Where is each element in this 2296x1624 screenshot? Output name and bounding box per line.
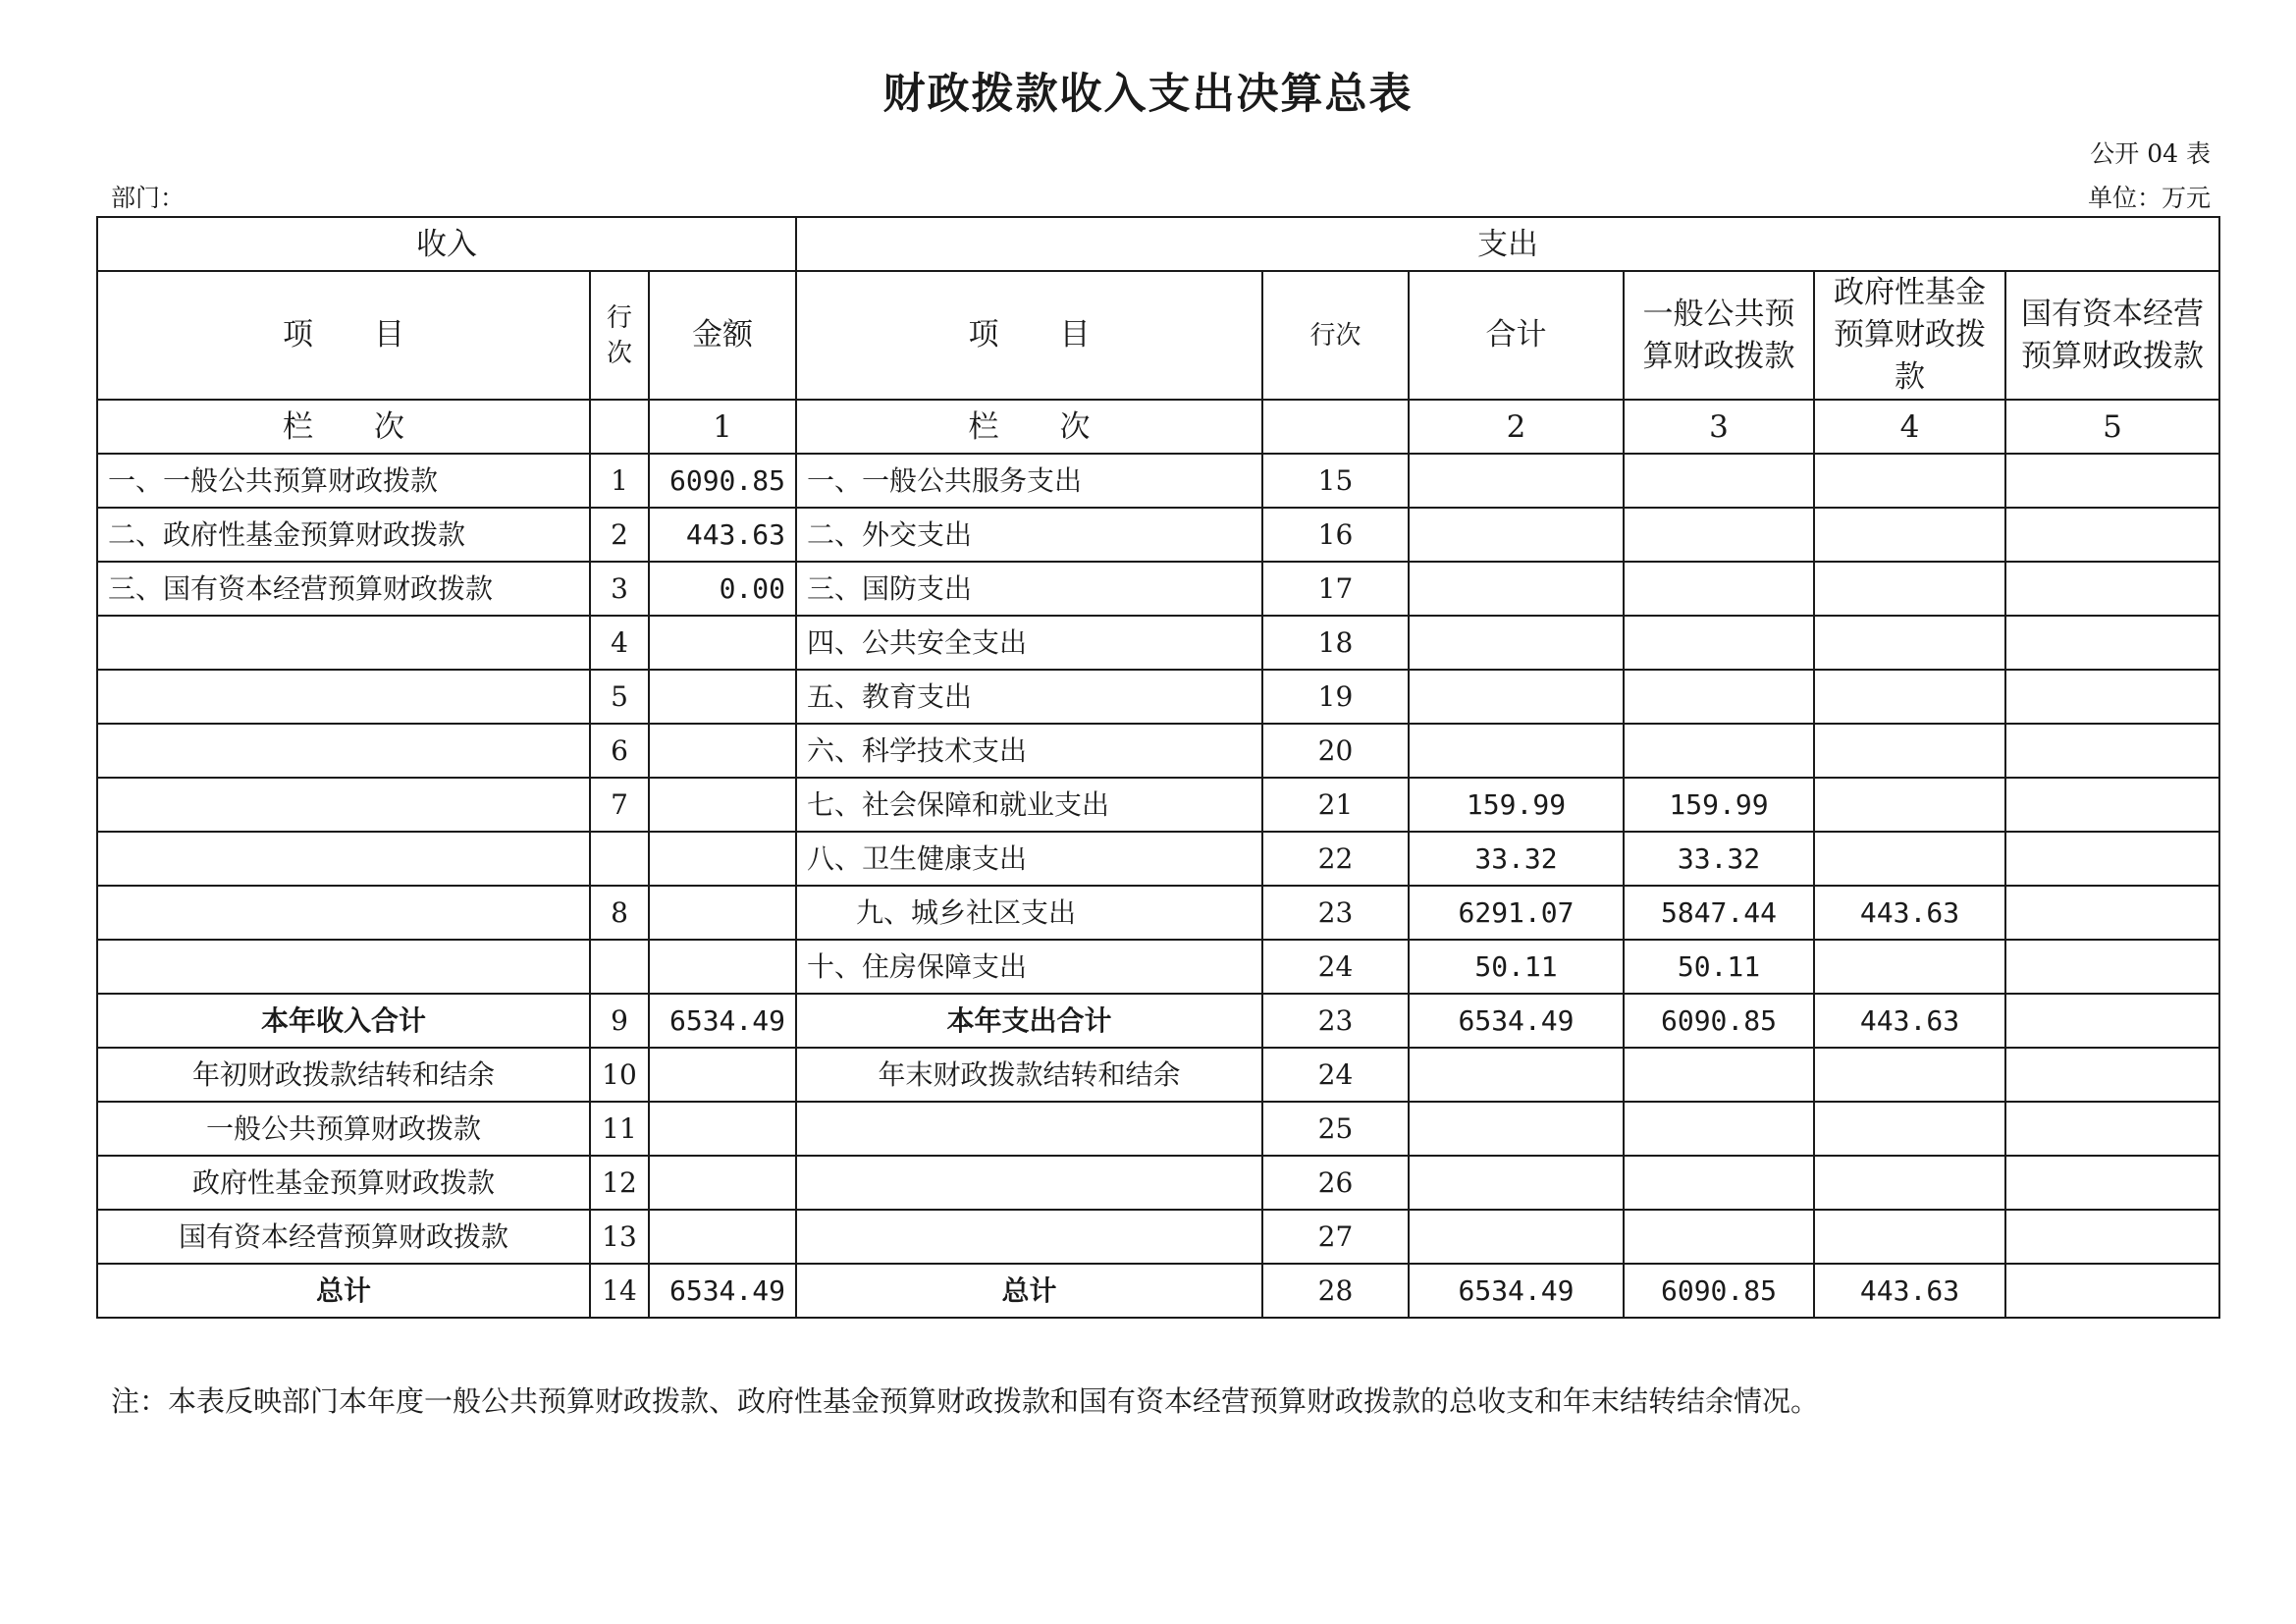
state-capital-header: 国有资本经营预算财政拨款	[2005, 271, 2219, 400]
department-label: 部门：	[111, 184, 186, 212]
column-index-5: 5	[2005, 400, 2219, 454]
expense-general-public	[1624, 724, 1814, 778]
expense-general-public	[1624, 670, 1814, 724]
expense-state-capital	[2005, 1264, 2219, 1318]
expense-row-no: 27	[1262, 1210, 1409, 1264]
unit-label: 单位：万元	[2087, 184, 2211, 212]
income-item-header: 项 目	[97, 271, 590, 400]
income-amount	[649, 886, 796, 940]
expense-state-capital	[2005, 940, 2219, 994]
expense-total: 33.32	[1409, 832, 1624, 886]
budget-summary-table	[96, 216, 2220, 1319]
expense-total: 6534.49	[1409, 994, 1624, 1048]
income-amount: 6534.49	[649, 994, 796, 1048]
income-item	[97, 616, 590, 670]
expense-state-capital	[2005, 616, 2219, 670]
income-item: 三、国有资本经营预算财政拨款	[97, 562, 590, 616]
table-row	[97, 994, 2219, 1048]
column-index-label: 栏 次	[796, 400, 1262, 454]
income-amount	[649, 1048, 796, 1102]
income-item	[97, 940, 590, 994]
expense-general-public: 33.32	[1624, 832, 1814, 886]
expense-total	[1409, 508, 1624, 562]
expense-row-no: 17	[1262, 562, 1409, 616]
expense-item: 六、科学技术支出	[796, 724, 1262, 778]
income-row-no: 8	[590, 886, 649, 940]
table-row	[97, 1156, 2219, 1210]
table-row	[97, 508, 2219, 562]
income-amount	[649, 832, 796, 886]
expense-total: 6291.07	[1409, 886, 1624, 940]
income-row-no: 3	[590, 562, 649, 616]
expense-item: 五、教育支出	[796, 670, 1262, 724]
amount-header: 金额	[649, 271, 796, 400]
table-row	[97, 886, 2219, 940]
expense-state-capital	[2005, 832, 2219, 886]
expense-gov-fund	[1814, 1102, 2005, 1156]
expense-general-public	[1624, 1156, 1814, 1210]
expense-state-capital	[2005, 724, 2219, 778]
expense-row-no: 15	[1262, 454, 1409, 508]
gov-fund-header: 政府性基金预算财政拨款	[1814, 271, 2005, 400]
expense-gov-fund	[1814, 454, 2005, 508]
expense-gov-fund: 443.63	[1814, 994, 2005, 1048]
expense-gov-fund: 443.63	[1814, 886, 2005, 940]
income-amount	[649, 670, 796, 724]
column-index-1: 1	[649, 400, 796, 454]
general-public-header: 一般公共预算财政拨款	[1624, 271, 1814, 400]
income-amount	[649, 1156, 796, 1210]
expense-total	[1409, 1048, 1624, 1102]
page-title: 财政拨款收入支出决算总表	[882, 70, 1414, 119]
income-row-no: 11	[590, 1102, 649, 1156]
income-row-no: 1	[590, 454, 649, 508]
expense-state-capital	[2005, 454, 2219, 508]
expense-gov-fund	[1814, 508, 2005, 562]
table-row	[97, 1102, 2219, 1156]
expense-state-capital	[2005, 508, 2219, 562]
income-section-header: 收入	[97, 217, 796, 271]
column-index-4: 4	[1814, 400, 2005, 454]
expense-item: 四、公共安全支出	[796, 616, 1262, 670]
expense-total	[1409, 1102, 1624, 1156]
income-subtotal-label: 本年收入合计	[97, 994, 590, 1048]
expense-row-no: 19	[1262, 670, 1409, 724]
income-row-no: 4	[590, 616, 649, 670]
expense-general-public: 50.11	[1624, 940, 1814, 994]
expense-item	[796, 1102, 1262, 1156]
expense-row-no: 18	[1262, 616, 1409, 670]
income-item: 二、政府性基金预算财政拨款	[97, 508, 590, 562]
income-item	[97, 778, 590, 832]
income-item	[97, 670, 590, 724]
total-header: 合计	[1409, 271, 1624, 400]
column-index-2: 2	[1409, 400, 1624, 454]
expense-item	[796, 1156, 1262, 1210]
expense-gov-fund	[1814, 724, 2005, 778]
expense-section-header: 支出	[796, 217, 2219, 271]
expense-total	[1409, 670, 1624, 724]
table-row	[97, 778, 2219, 832]
expense-item: 十、住房保障支出	[796, 940, 1262, 994]
expense-gov-fund	[1814, 562, 2005, 616]
table-row	[97, 832, 2219, 886]
expense-general-public	[1624, 508, 1814, 562]
income-row-no	[590, 832, 649, 886]
expense-state-capital	[2005, 1102, 2219, 1156]
income-amount	[649, 1102, 796, 1156]
expense-subtotal-label: 本年支出合计	[796, 994, 1262, 1048]
income-row-no: 6	[590, 724, 649, 778]
expense-general-public	[1624, 1210, 1814, 1264]
income-row-no: 5	[590, 670, 649, 724]
income-grand-total-label: 总计	[97, 1264, 590, 1318]
table-row	[97, 1264, 2219, 1318]
table-row	[97, 670, 2219, 724]
expense-item: 年末财政拨款结转和结余	[796, 1048, 1262, 1102]
expense-general-public: 5847.44	[1624, 886, 1814, 940]
expense-total	[1409, 562, 1624, 616]
expense-item	[796, 1210, 1262, 1264]
income-row-no	[590, 940, 649, 994]
expense-general-public: 159.99	[1624, 778, 1814, 832]
column-index-blank	[1262, 400, 1409, 454]
expense-general-public	[1624, 1048, 1814, 1102]
expense-general-public	[1624, 1102, 1814, 1156]
expense-row-no: 26	[1262, 1156, 1409, 1210]
expense-gov-fund	[1814, 1156, 2005, 1210]
expense-gov-fund	[1814, 670, 2005, 724]
income-amount	[649, 616, 796, 670]
income-item	[97, 832, 590, 886]
income-item: 一般公共预算财政拨款	[97, 1102, 590, 1156]
income-row-no: 13	[590, 1210, 649, 1264]
expense-general-public	[1624, 454, 1814, 508]
expense-general-public	[1624, 562, 1814, 616]
expense-row-no: 21	[1262, 778, 1409, 832]
income-item	[97, 724, 590, 778]
expense-gov-fund	[1814, 940, 2005, 994]
expense-total	[1409, 1156, 1624, 1210]
income-item: 国有资本经营预算财政拨款	[97, 1210, 590, 1264]
expense-total: 6534.49	[1409, 1264, 1624, 1318]
income-amount: 443.63	[649, 508, 796, 562]
expense-item: 八、卫生健康支出	[796, 832, 1262, 886]
income-row-no: 7	[590, 778, 649, 832]
income-amount	[649, 940, 796, 994]
expense-item: 三、国防支出	[796, 562, 1262, 616]
table-row	[97, 562, 2219, 616]
expense-state-capital	[2005, 778, 2219, 832]
income-row-no: 2	[590, 508, 649, 562]
form-number: 公开 04 表	[2090, 139, 2211, 168]
expense-total	[1409, 1210, 1624, 1264]
expense-row-no: 28	[1262, 1264, 1409, 1318]
expense-row-no: 24	[1262, 940, 1409, 994]
table-row	[97, 940, 2219, 994]
column-index-label: 栏 次	[97, 400, 590, 454]
income-item: 一、一般公共预算财政拨款	[97, 454, 590, 508]
income-item: 年初财政拨款结转和结余	[97, 1048, 590, 1102]
expense-general-public: 6090.85	[1624, 994, 1814, 1048]
expense-row-no: 22	[1262, 832, 1409, 886]
expense-state-capital	[2005, 670, 2219, 724]
expense-row-no: 23	[1262, 994, 1409, 1048]
expense-general-public	[1624, 616, 1814, 670]
income-item	[97, 886, 590, 940]
column-index-blank	[590, 400, 649, 454]
income-row-no: 10	[590, 1048, 649, 1102]
income-row-no-header: 行次	[590, 271, 649, 400]
income-item: 政府性基金预算财政拨款	[97, 1156, 590, 1210]
income-amount: 6090.85	[649, 454, 796, 508]
expense-row-no: 23	[1262, 886, 1409, 940]
income-row-no: 12	[590, 1156, 649, 1210]
expense-gov-fund	[1814, 832, 2005, 886]
expense-item-header: 项 目	[796, 271, 1262, 400]
income-amount: 0.00	[649, 562, 796, 616]
expense-row-no: 25	[1262, 1102, 1409, 1156]
income-row-no: 9	[590, 994, 649, 1048]
expense-gov-fund	[1814, 778, 2005, 832]
table-row	[97, 454, 2219, 508]
expense-item: 一、一般公共服务支出	[796, 454, 1262, 508]
income-amount	[649, 1210, 796, 1264]
expense-total: 50.11	[1409, 940, 1624, 994]
expense-state-capital	[2005, 1210, 2219, 1264]
expense-state-capital	[2005, 562, 2219, 616]
expense-gov-fund: 443.63	[1814, 1264, 2005, 1318]
income-amount	[649, 724, 796, 778]
expense-row-no: 24	[1262, 1048, 1409, 1102]
income-amount: 6534.49	[649, 1264, 796, 1318]
table-row	[97, 1048, 2219, 1102]
expense-gov-fund	[1814, 1210, 2005, 1264]
expense-row-no: 16	[1262, 508, 1409, 562]
table-note: 注：本表反映部门本年度一般公共预算财政拨款、政府性基金预算财政拨款和国有资本经营预算财政拨款的总收支和年末结转结余情况。	[111, 1384, 1820, 1418]
expense-row-no-header: 行次	[1262, 271, 1409, 400]
expense-gov-fund	[1814, 1048, 2005, 1102]
table-row	[97, 724, 2219, 778]
expense-state-capital	[2005, 994, 2219, 1048]
expense-total	[1409, 454, 1624, 508]
expense-item: 二、外交支出	[796, 508, 1262, 562]
expense-item: 七、社会保障和就业支出	[796, 778, 1262, 832]
income-row-no: 14	[590, 1264, 649, 1318]
expense-total: 159.99	[1409, 778, 1624, 832]
income-amount	[649, 778, 796, 832]
expense-state-capital	[2005, 886, 2219, 940]
column-index-3: 3	[1624, 400, 1814, 454]
table-row	[97, 1210, 2219, 1264]
expense-item: 九、城乡社区支出	[796, 886, 1262, 940]
expense-gov-fund	[1814, 616, 2005, 670]
expense-general-public: 6090.85	[1624, 1264, 1814, 1318]
expense-total	[1409, 616, 1624, 670]
expense-state-capital	[2005, 1048, 2219, 1102]
expense-total	[1409, 724, 1624, 778]
table-row	[97, 616, 2219, 670]
expense-grand-total-label: 总计	[796, 1264, 1262, 1318]
expense-state-capital	[2005, 1156, 2219, 1210]
expense-row-no: 20	[1262, 724, 1409, 778]
